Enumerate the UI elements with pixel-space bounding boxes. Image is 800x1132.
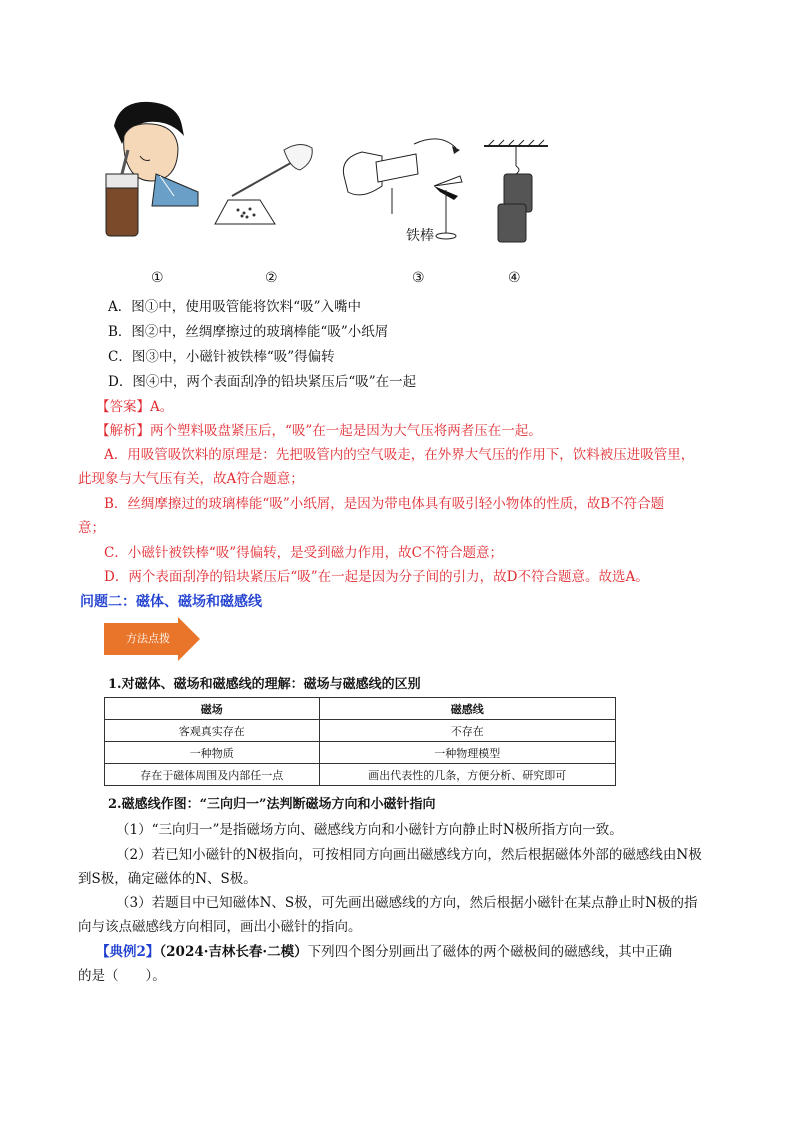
table-row [105, 742, 616, 764]
point2-item-3a: （3）若题目中已知磁体N、S极，可先画出磁感线的方向，然后根据小磁针在某点静止时N极的指 [116, 895, 698, 911]
table-cell: 一种物质 [105, 742, 320, 764]
analysis-c: C．小磁针被铁棒“吸”得偏转，是受到磁力作用，故C不符合题意； [104, 545, 503, 561]
glass-rod-paper-illustration [215, 144, 312, 224]
analysis-b-2: 意； [78, 520, 105, 536]
table-row [105, 764, 616, 786]
analysis-b-1: B．丝绸摩擦过的玻璃棒能“吸”小纸屑，是因为带电体具有吸引轻小物体的性质，故B不符合题 [104, 496, 665, 512]
method-badge-label: 方法点拨 [126, 632, 170, 645]
example-text-1: 下列四个图分别画出了磁体的两个磁极间的磁感线，其中正确 [307, 944, 673, 960]
option-b: B．图②中，丝绸摩擦过的玻璃棒能“吸”小纸屑 [108, 324, 389, 340]
analysis-intro: 【解析】两个塑料吸盘紧压后，“吸”在一起是因为大气压将两者压在一起。 [96, 423, 542, 439]
example-line-2: 的是（ ）。 [78, 968, 166, 984]
comparison-table [104, 697, 616, 786]
iron-rod-label: 铁棒 [406, 228, 434, 244]
lead-blocks-illustration [484, 140, 548, 242]
example-source: （2024·吉林长春·二模） [159, 944, 308, 960]
section-title: 问题二：磁体、磁场和磁感线 [80, 594, 262, 610]
analysis-a-1: A．用吸管吸饮料的原理是：先把吸管内的空气吸走，在外界大气压的作用下，饮料被压进吸管里， [104, 447, 695, 463]
table-cell: 客观真实存在 [105, 720, 320, 742]
point2-title: 2.磁感线作图：“三向归一”法判断磁场方向和小磁针指向 [108, 797, 436, 812]
boy-drinking-illustration [106, 102, 198, 236]
figure-label-2: ② [265, 270, 278, 286]
point2-item-3b: 向与该点磁感线方向相同，画出小磁针的指向。 [78, 919, 362, 935]
answer: 【答案】A。 [96, 399, 174, 415]
table-header-row [105, 698, 616, 720]
example-line-1 [96, 942, 672, 962]
point2-item-2a: （2）若已知小磁针的N极指向，可按相同方向画出磁感线方向，然后根据磁体外部的磁感线由N极 [116, 847, 702, 863]
figure-label-1: ① [151, 270, 164, 286]
table-cell: 一种物理模型 [319, 742, 615, 764]
point2-item-2b: 到S极，确定磁体的N、S极。 [78, 871, 257, 887]
option-a: A．图①中，使用吸管能将饮料“吸”入嘴中 [108, 299, 362, 315]
table-header-cell: 磁感线 [319, 698, 615, 720]
option-c: C．图③中，小磁针被铁棒“吸”得偏转 [108, 349, 335, 365]
table-cell: 不存在 [319, 720, 615, 742]
table-header-cell: 磁场 [105, 698, 320, 720]
point2-item-1: （1）“三向归一”是指磁场方向、磁感线方向和小磁针方向静止时N极所指方向一致。 [116, 822, 623, 838]
table-cell: 存在于磁体周围及内部任一点 [105, 764, 320, 786]
table-row [105, 720, 616, 742]
figure-label-3: ③ [412, 270, 425, 286]
iron-rod-compass-illustration [343, 139, 462, 239]
point1-title [108, 675, 421, 695]
example-tag: 【典例2】 [96, 944, 160, 960]
figure-label-4: ④ [508, 270, 521, 286]
method-badge [104, 617, 200, 661]
question-figure [100, 96, 560, 246]
table-cell: 画出代表性的几条，方便分析、研究即可 [319, 764, 615, 786]
analysis-d: D．两个表面刮净的铅块紧压后“吸”在一起是因为分子间的引力，故D不符合题意。故选A。 [104, 569, 649, 585]
analysis-a-2: 此现象与大气压有关，故A符合题意； [78, 471, 304, 487]
point1-title-text: 1.对磁体、磁场和磁感线的理解：磁场与磁感线的区别 [108, 677, 421, 692]
option-d: D．图④中，两个表面刮净的铅块紧压后“吸”在一起 [108, 374, 417, 390]
